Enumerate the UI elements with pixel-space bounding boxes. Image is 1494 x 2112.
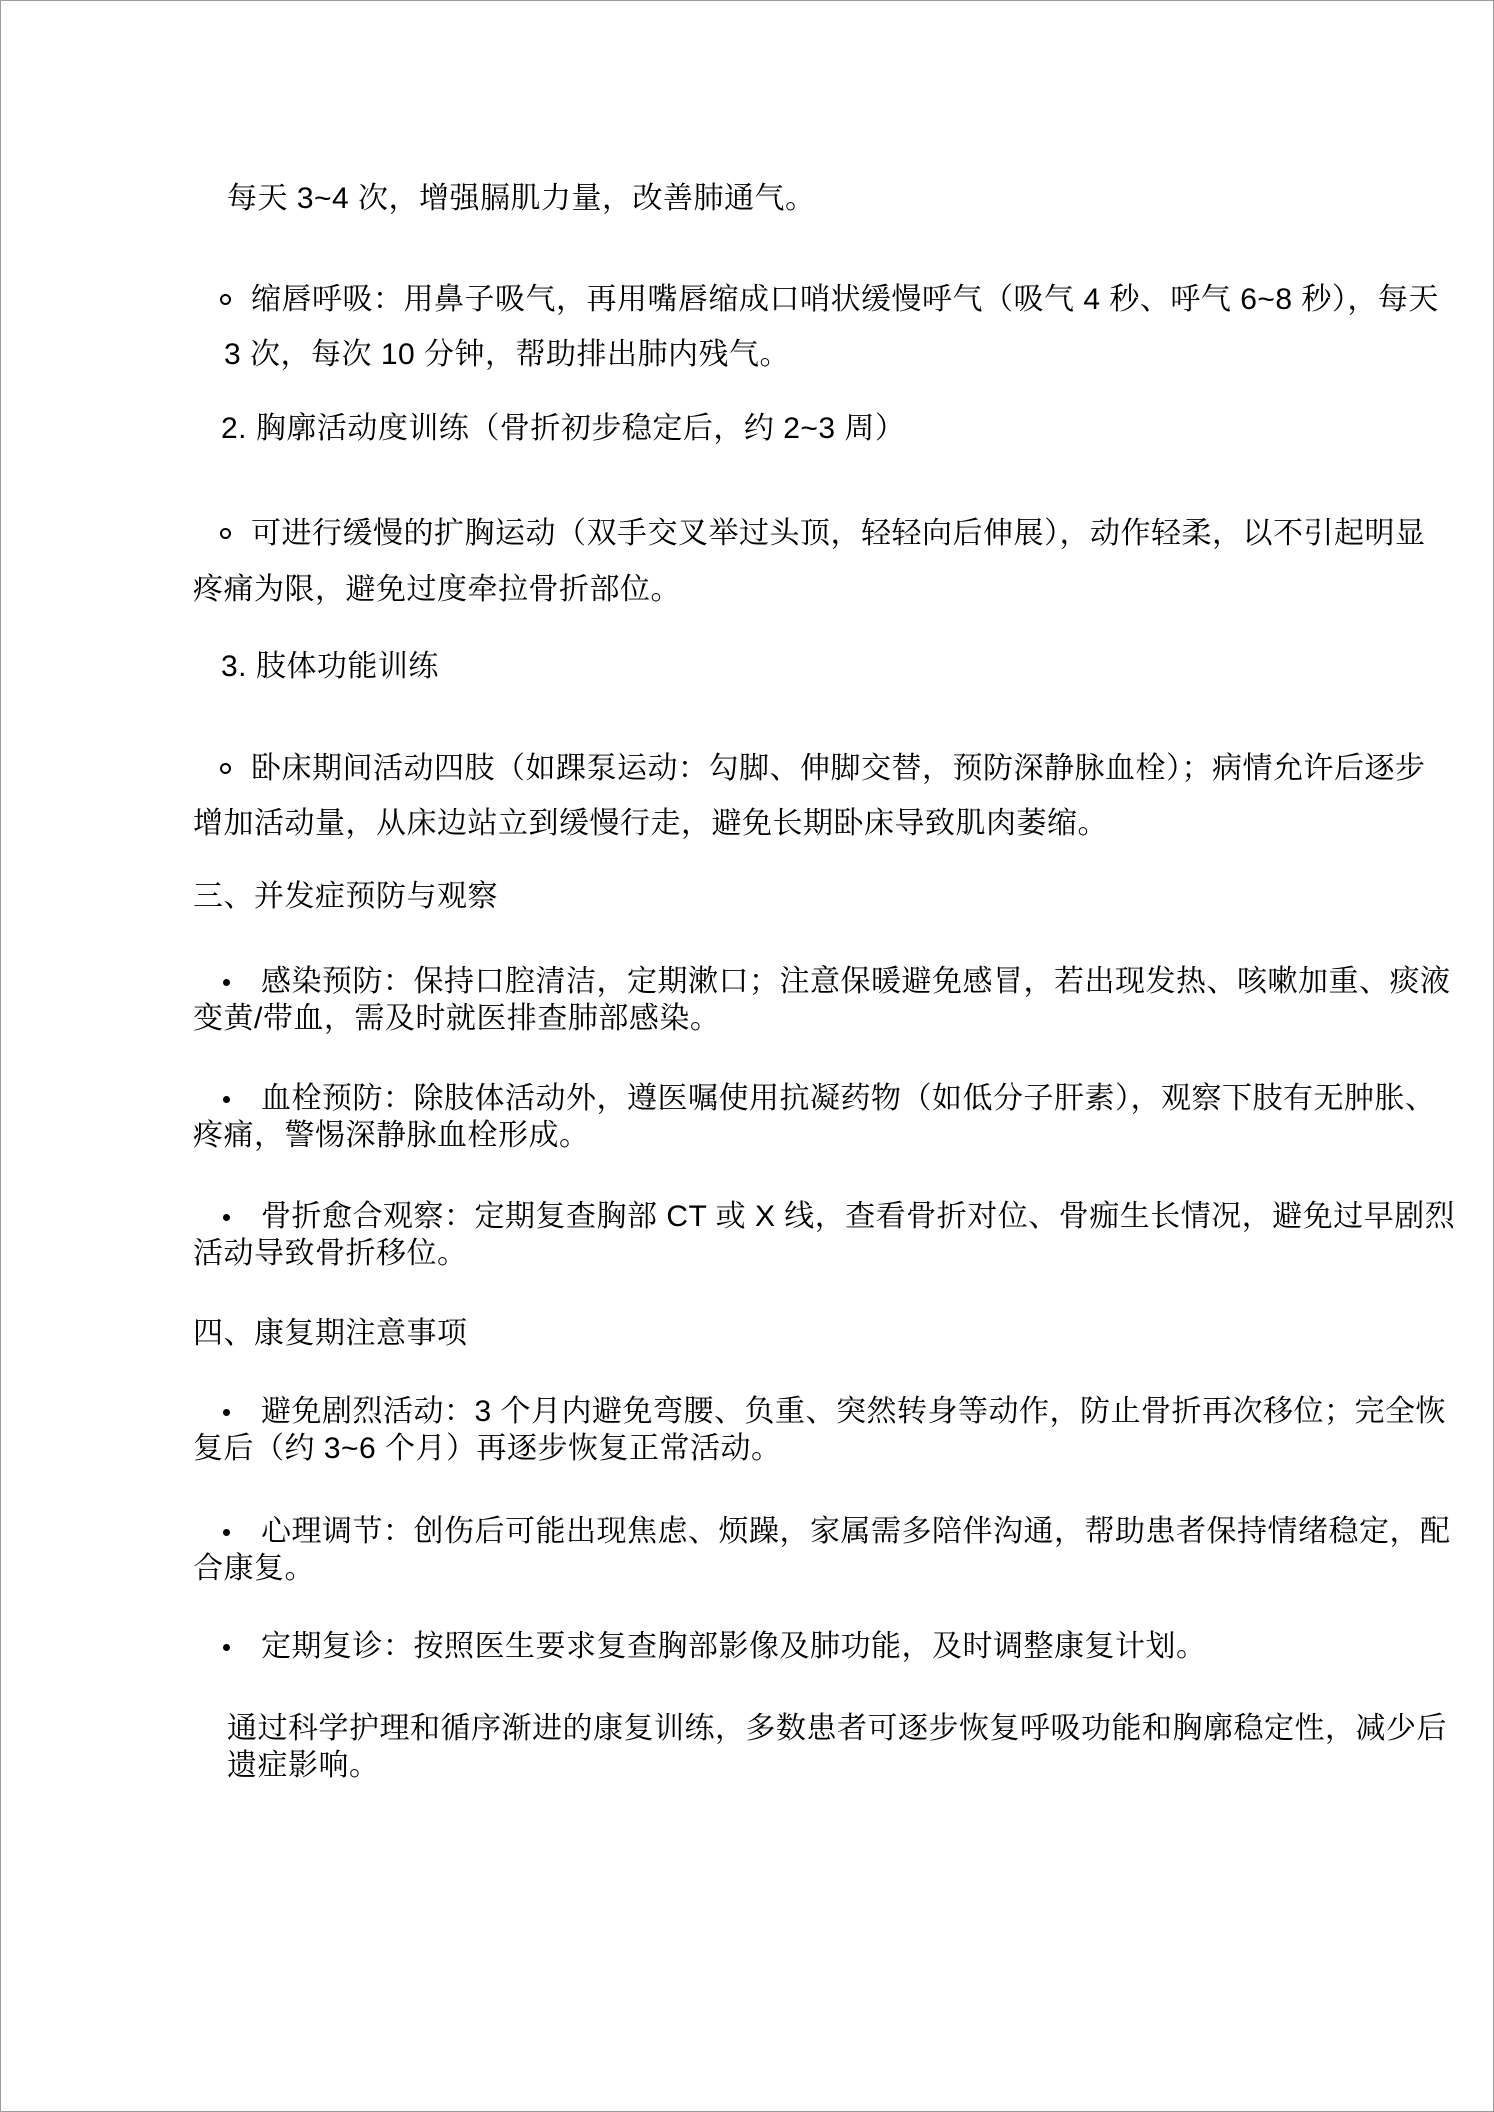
solid-bullet-icon (223, 1529, 230, 1536)
sub-list-item-line (1, 283, 1493, 323)
paragraph-continuation-line (1, 1237, 1493, 1277)
line-text: 三、并发症预防与观察 (193, 880, 498, 913)
line-text: 可进行缓慢的扩胸运动（双手交叉举过头顶，轻轻向后伸展），动作轻柔，以不引起明显 (251, 517, 1426, 550)
line-text: 血栓预防：除肢体活动外，遵医嘱使用抗凝药物（如低分子肝素），观察下肢有无肿胀、 (261, 1082, 1436, 1115)
line-text: 3. 肢体功能训练 (221, 650, 439, 683)
sub-list-item-line (1, 517, 1493, 557)
solid-bullet-icon (223, 979, 230, 986)
numbered-item-line (1, 412, 1493, 452)
solid-bullet-icon (223, 1644, 230, 1651)
line-text: 感染预防：保持口腔清洁，定期漱口；注意保暖避免感冒，若出现发热、咳嗽加重、痰液 (261, 965, 1451, 998)
line-text: 疼痛为限，避免过度牵拉骨折部位。 (193, 573, 681, 606)
solid-bullet-icon (223, 1096, 230, 1103)
line-text: 增加活动量，从床边站立到缓慢行走，避免长期卧床导致肌肉萎缩。 (193, 807, 1108, 840)
hollow-bullet-icon (220, 294, 231, 305)
paragraph-continuation-line (1, 338, 1493, 378)
list-item-line (1, 1395, 1493, 1435)
list-item-line (1, 965, 1493, 1005)
line-text: 缩唇呼吸：用鼻子吸气，再用嘴唇缩成口哨状缓慢呼气（吸气 4 秒、呼气 6~8 秒），每天 (251, 283, 1439, 316)
hollow-bullet-icon (220, 528, 231, 539)
list-item-line (1, 1200, 1493, 1240)
sub-list-item-line (1, 752, 1493, 792)
list-item-line (1, 1515, 1493, 1555)
section-heading (1, 880, 1493, 920)
list-item-line (1, 1630, 1493, 1670)
paragraph-continuation-line (1, 573, 1493, 613)
section-heading (1, 1317, 1493, 1357)
line-text: 合康复。 (193, 1552, 315, 1585)
line-text: 骨折愈合观察：定期复查胸部 CT 或 X 线，查看骨折对位、骨痂生长情况，避免过早剧烈 (261, 1200, 1456, 1233)
line-text: 通过科学护理和循序渐进的康复训练，多数患者可逐步恢复呼吸功能和胸廓稳定性，减少后 (227, 1712, 1447, 1745)
numbered-item-line (1, 650, 1493, 690)
paragraph-line (1, 1712, 1493, 1752)
line-text: 疼痛，警惕深静脉血栓形成。 (193, 1119, 590, 1152)
paragraph-continuation-line (1, 1432, 1493, 1472)
line-text: 心理调节：创伤后可能出现焦虑、烦躁，家属需多陪伴沟通，帮助患者保持情绪稳定，配 (261, 1515, 1451, 1548)
paragraph-continuation-line (1, 807, 1493, 847)
line-text: 活动导致骨折移位。 (193, 1237, 468, 1270)
line-text: 四、康复期注意事项 (193, 1317, 468, 1350)
line-text: 避免剧烈活动：3 个月内避免弯腰、负重、突然转身等动作，防止骨折再次移位；完全恢 (261, 1395, 1447, 1428)
list-item-line (1, 1082, 1493, 1122)
line-text: 定期复诊：按照医生要求复查胸部影像及肺功能，及时调整康复计划。 (261, 1630, 1207, 1663)
line-text: 变黄/带血，需及时就医排查肺部感染。 (193, 1002, 721, 1035)
paragraph-continuation-line (1, 1119, 1493, 1159)
line-text: 遗症影响。 (227, 1749, 380, 1782)
line-text: 复后（约 3~6 个月）再逐步恢复正常活动。 (193, 1432, 782, 1465)
solid-bullet-icon (223, 1409, 230, 1416)
paragraph-continuation-line (1, 1002, 1493, 1042)
paragraph-line (1, 1749, 1493, 1789)
line-text: 卧床期间活动四肢（如踝泵运动：勾脚、伸脚交替，预防深静脉血栓）；病情允许后逐步 (251, 752, 1426, 785)
line-text: 每天 3~4 次，增强膈肌力量，改善肺通气。 (227, 182, 816, 215)
paragraph-line (1, 182, 1493, 222)
solid-bullet-icon (223, 1214, 230, 1221)
line-text: 3 次，每次 10 分钟，帮助排出肺内残气。 (224, 338, 791, 371)
paragraph-continuation-line (1, 1552, 1493, 1592)
hollow-bullet-icon (220, 763, 231, 774)
line-text: 2. 胸廓活动度训练（骨折初步稳定后，约 2~3 周） (221, 412, 906, 445)
